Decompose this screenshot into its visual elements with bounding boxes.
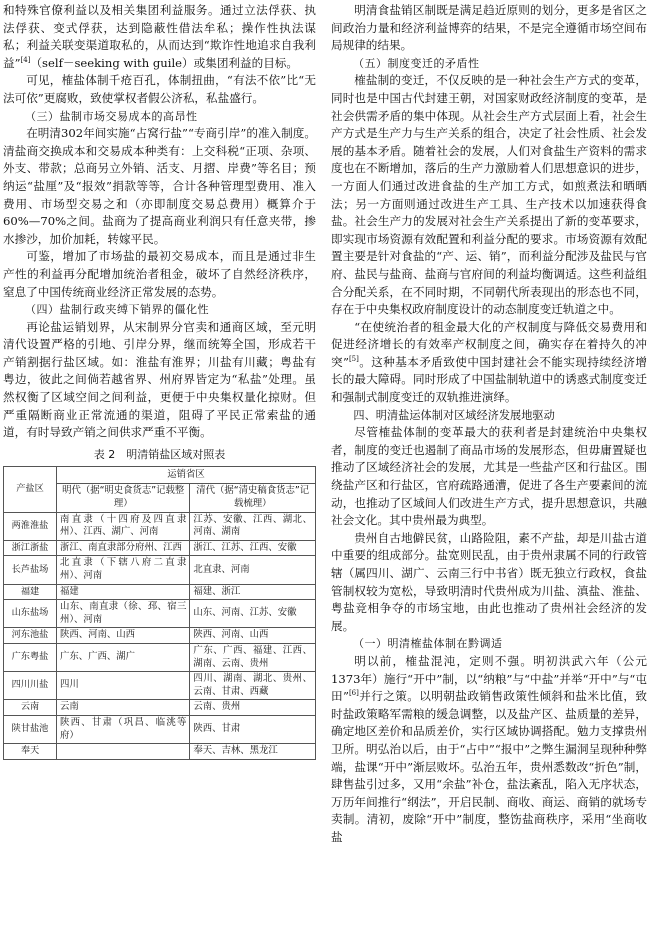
table-row — [4, 643, 316, 671]
table-cell-qing: 陕西、河南、山西 — [190, 628, 316, 644]
table-cell-region: 云南 — [4, 700, 57, 716]
table-cell-qing: 云南、贵州 — [190, 700, 316, 716]
table-cell-region: 河东池盐 — [4, 628, 57, 644]
table-row — [4, 672, 316, 700]
sales-region-table — [3, 466, 316, 759]
table-header-sales: 运销省区 — [57, 467, 316, 484]
table-cell-ming: 广东、广西、湖广 — [57, 643, 190, 671]
table-row — [4, 700, 316, 716]
table-cell-ming: 北直隶（下辖八府二直隶州）、河南 — [57, 556, 190, 584]
table-header-ming: 明代（据“明史食货志”记载整理） — [57, 484, 190, 512]
table-row — [4, 512, 316, 540]
table-cell-region: 福建 — [4, 584, 57, 600]
table-caption: 表 2 明清销盐区域对照表 — [93, 447, 226, 461]
citation-ref: [4] — [20, 55, 31, 64]
table-cell-ming: 四川 — [57, 672, 190, 700]
table-cell-ming — [57, 744, 190, 760]
section-heading: 四、明清盐运体制对区域经济发展地驱动 — [353, 408, 555, 422]
table-row — [4, 584, 316, 600]
subsection-heading: （三）盐制市场交易成本的高昂性 — [25, 109, 198, 123]
right-column — [331, 2, 647, 847]
table-cell-region: 山东盐场 — [4, 600, 57, 628]
table-cell-qing: 北直隶、河南 — [190, 556, 316, 584]
table-cell-qing: 四川、湖南、湖北、贵州、云南、甘肃、西藏 — [190, 672, 316, 700]
table-cell-ming: 山东、南直隶（徐、邳、宿三州）、河南 — [57, 600, 190, 628]
table-header-qing: 清代（据“清史稿食货志”记载梳理） — [190, 484, 316, 512]
subsection-heading: （一）明清榷盐体制在黔调适 — [353, 637, 503, 651]
subsection-heading: （五）制度变迁的矛盾性 — [353, 56, 480, 70]
table-cell-region: 长芦盐场 — [4, 556, 57, 584]
paragraph: 贵州自古地僻民贫，山路险阻，素不产盐，却是川盐古道中重要的组成部分。盐宽则民乱，由于贵州隶属不同的行政管辖（属四川、湖广、云南三行中书省）既无独立行政权，食盐管制权较为宽松，导致明清时代贵州成为川盐、滇盐、淮盐、粤盐竞相争夺的市场宝地，由此也推动了贵州社会经济的发展。 — [331, 530, 647, 633]
table-cell-qing: 广东、广西、福建、江西、湖南、云南、贵州 — [190, 643, 316, 671]
paragraph: 在明清302年间实施“占窝行盐”“专商引岸”的准入制度。清盐商交换成本和交易成本种类有：上交科税“正项、杂项、外支、带款；总商另立外销、活支、月摺、岸费”等名目；预纳运“盐厘”及“报效”捐款等等，合计各种管理型费用、准入费用、市场型交易之和（亦即制度交易总费用）概算介于60%—70%之间。盐商为了提高商业利润只有任意夹带，掺水掺沙，加价加耗，转嫁平民。 — [3, 126, 316, 246]
left-column — [3, 2, 316, 760]
citation-ref: [5] — [348, 355, 359, 364]
table-row — [4, 540, 316, 556]
paragraph: 再论盐运销划界，从宋制界分官卖和通商区域，至元明清代设置严格的引地、引岸分界，继而统筹全国，形成若干产销割据行盐区域。如：淮盐有淮界；川盐有川藏；粤盐有粤边，彼此之间倘若越省界、州府界皆定为“私盐”处理。虽然权衡了区域空间之间利益，更便于中央集权量化掠财。但严重隔断商业正常流通的渠道，阻碍了平民正常索盐的通道，有时导致产销之间供求严重不平衡。 — [3, 319, 316, 440]
paragraph: 明以前，榷盐混沌，定则不强。明初洪武六年（公元1373年）施行“开中”制，以“纳粮”与“中盐”并举“开中”与“屯田”[6]并行之策。以明朝盐政销售政策性倾斜和盐米比值，致时盐政策略军需粮的缓急调整，以及盐产区、盐质量的差异，确定地区差价和品质差价，实行区域协调搭配。勉力支撑贵州卫所。明弘治以后，由于“占中”“报中”之弊生漏洞呈现种种弊端，盐课“开中”渐层败坏。弘治五年，贵州悉数改“折色”制，肆售盐引过多，又用“余盐”补仓，盐法紊乱，陷入无序状态，万历年间推行“纲法”，开启民制、商收、商运、商销的就场专卖制。清初，废除“开中”制度，整饬盐商秩序，采用“坐商收盐 — [331, 653, 647, 844]
table-cell-region: 两淮淮盐 — [4, 512, 57, 540]
table-cell-qing: 福建、浙江 — [190, 584, 316, 600]
table-row — [4, 600, 316, 628]
subsection-heading: （四）盐制行政夹缚下销界的僵化性 — [25, 303, 209, 317]
paragraph: 尽管榷盐体制的变革最大的获利者是封建统治中央集权者，制度的变迁也遏制了商品市场的发展形态，但毋庸置疑也推动了区域经济社会的发展，尤其是一些盐产区和行盐区。围绕盐产区和行盐区，官府疏路通漕，促进了各生产要素间的流动，也推动了区域间人们改进生产方式，提升思想意识，共融社会文化。其中贵州最为典型。 — [331, 425, 647, 528]
paragraph: 榷盐制的变迁，不仅反映的是一种社会生产方式的变革，同时也是中国古代封建王朝，对国家财政经济制度的变革，是社会供需矛盾的集中体现。从社会生产方式层面上看，社会生产方式是生产力与生产关系的组合，决定了社会性质、社会发展的基本矛盾。随着社会的发展，人们对食盐生产资料的需求度也在不断增加，落后的生产力激励着人们思想意识的进步，一方面人们通过改进食盐的生产加工方式，如煎煮法和晒晒法；另一方面则通过改进生产工具、生产技术以加速获得食盐。社会生产力的发展对社会生产关系提出了新的变革要求，即实现市场资源有效配置和利益分配的要求。市场资源有效配置主要是针对食盐的“产、运、销”，而利益分配涉及盐民与官府、盐民与盐商、盐商与官府间的利益均衡调适。这些利益组合分配关系，在不同时期，不同朝代所表现出的形态也不同，存在于中央集权政府制度设计的动态制度变迁轨道之中。 — [331, 73, 647, 317]
table-cell-qing: 江苏、安徽、江西、湖北、河南、湖南 — [190, 512, 316, 540]
table-cell-region: 四川川盐 — [4, 672, 57, 700]
table-cell-ming: 福建 — [57, 584, 190, 600]
table-cell-region: 浙江浙盐 — [4, 540, 57, 556]
table-cell-ming: 陕西、甘肃（巩昌、临洮等府） — [57, 715, 190, 743]
table-row — [4, 556, 316, 584]
table-cell-region: 陕甘盐池 — [4, 715, 57, 743]
table-row — [4, 715, 316, 743]
paragraph: 可鉴，增加了市场盐的最初交易成本，而且是通过非生产性的利益再分配增加统治者租金，破坏了自然经济秩序，窒息了中国传统商业经济正常发展的态势。 — [3, 249, 316, 299]
table-cell-qing: 浙江、江苏、江西、安徽 — [190, 540, 316, 556]
table-cell-qing: 陕西、甘肃 — [190, 715, 316, 743]
table-cell-ming: 陕西、河南、山西 — [57, 628, 190, 644]
table-row — [4, 744, 316, 760]
table-cell-region: 广东粤盐 — [4, 643, 57, 671]
table-cell-qing: 奉天、吉林、黑龙江 — [190, 744, 316, 760]
paragraph: 和特殊官僚利益以及相关集团利益服务。通过立法俘获、执法俘获、变式俘获，达到隐蔽性借法牟私；操作性执法谋私；利益关联变渠道取私的，从而达到“欺诈性地追求自我利益”[4]（self－seeking with guile）或集团利益的目标。 — [3, 3, 316, 70]
citation-ref: [6] — [348, 689, 359, 698]
table-row — [4, 628, 316, 644]
paragraph: 可见，榷盐体制千疮百孔，体制扭曲，“有法不依”比“无法可依”更腐败，致使掌权者假公济私，私盐盛行。 — [3, 73, 316, 105]
table-cell-region: 奉天 — [4, 744, 57, 760]
table-header-region: 产盐区 — [4, 467, 57, 512]
table-cell-qing: 山东、河南、江苏、安徽 — [190, 600, 316, 628]
paragraph: 明清食盐销区制既是满足趋近原则的划分，更多是省区之间政治力量和经济利益博弈的结果，不是完全遵循市场空间布局规律的结果。 — [331, 3, 647, 53]
paragraph: “在使统治者的租金最大化的产权制度与降低交易费用和促进经济增长的有效率产权制度之间，确实存在着持久的冲突”[5]。这种基本矛盾致使中国封建社会不能实现持续经济增长的最大障碍。同时形成了中国盐制轨道中的诱惑式制度变迁和强制式制度变迁的双轨推进演绎。 — [331, 319, 647, 405]
table-cell-ming: 云南 — [57, 700, 190, 716]
table-cell-ming: 浙江、南直隶部分府州、江西 — [57, 540, 190, 556]
table-cell-ming: 南直隶（十四府及四直隶州）、江西、湖广、河南 — [57, 512, 190, 540]
